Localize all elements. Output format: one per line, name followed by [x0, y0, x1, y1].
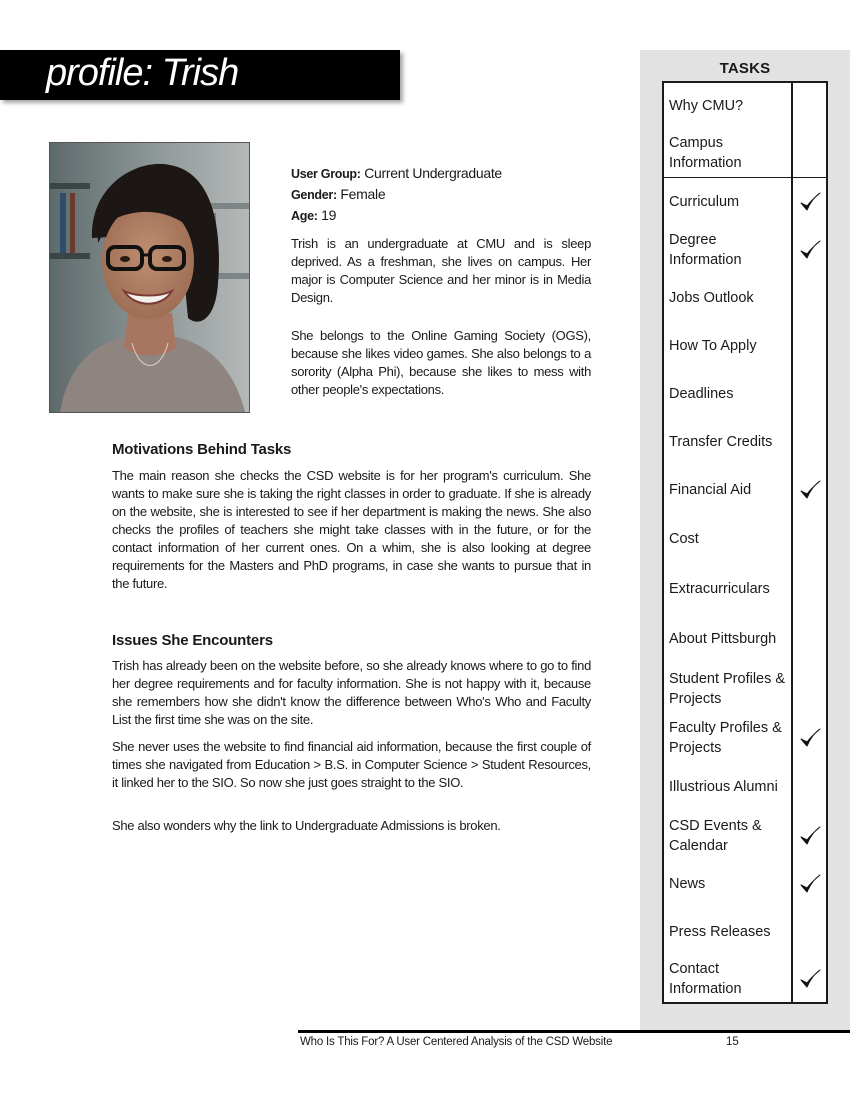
task-row	[662, 81, 828, 131]
gender-label: Gender:	[291, 188, 337, 202]
page-title: profile: Trish	[46, 52, 239, 94]
age-line	[291, 205, 591, 226]
task-row	[662, 664, 828, 716]
task-row	[662, 418, 828, 468]
user-group-line	[291, 163, 591, 184]
task-check-cell	[791, 860, 826, 908]
task-check-cell	[791, 178, 826, 226]
gender-value: Female	[340, 186, 386, 202]
task-label: Transfer Credits	[669, 434, 773, 450]
task-label: Illustrious Alumni	[669, 779, 778, 795]
bio-paragraph-1: Trish is an undergraduate at CMU and is sleep deprived. As a freshman, she lives on campus. Her major is Computer Science and her minor is in Media Design.	[291, 236, 591, 305]
task-check-cell	[791, 812, 826, 860]
task-check-cell	[791, 129, 826, 177]
task-row	[662, 466, 828, 516]
profile-photo	[49, 142, 250, 413]
task-label: Press Releases	[669, 924, 771, 940]
task-row	[662, 614, 828, 666]
task-row	[662, 956, 828, 1004]
task-label: Extracurriculars	[669, 581, 770, 597]
age-label: Age:	[291, 209, 318, 223]
task-label: Contact Information	[669, 961, 742, 997]
task-label: Financial Aid	[669, 482, 752, 498]
issues-paragraph-2: She never uses the website to find financial aid information, because the first couple of times she navigated from Education > B.S. in Computer Science > Student Resources, it linked her to the SIO. So now she just goes straight to the SIO.	[112, 739, 591, 790]
gender-line	[291, 184, 591, 205]
task-row	[662, 908, 828, 958]
task-label: CSD Events & Calendar	[669, 818, 762, 854]
user-group-value: Current Undergraduate	[364, 165, 502, 181]
footer-title: Who Is This For? A User Centered Analysis of the CSD Website	[300, 1036, 613, 1048]
profile-info	[291, 163, 591, 226]
task-check-cell	[791, 322, 826, 370]
checkmark-icon	[799, 825, 821, 847]
checkmark-icon	[799, 873, 821, 895]
task-check-cell	[791, 564, 826, 614]
task-check-cell	[791, 664, 826, 714]
task-label: Curriculum	[669, 194, 740, 210]
task-check-cell	[791, 514, 826, 564]
user-group-label: User Group:	[291, 167, 361, 181]
tasks-heading: TASKS	[719, 60, 771, 77]
checkmark-icon	[799, 727, 821, 749]
task-check-cell	[791, 274, 826, 322]
checkmark-icon	[799, 968, 821, 990]
footer-rule	[298, 1030, 850, 1033]
task-row	[662, 274, 828, 324]
task-row	[662, 129, 828, 179]
task-row	[662, 714, 828, 764]
task-check-cell	[791, 762, 826, 812]
issues-paragraph-3: She also wonders why the link to Undergraduate Admissions is broken.	[112, 818, 501, 833]
task-row	[662, 762, 828, 814]
portrait-image	[50, 143, 249, 412]
task-row	[662, 514, 828, 566]
task-label: Student Profiles & Projects	[669, 671, 786, 707]
task-label: How To Apply	[669, 338, 757, 354]
task-label: Faculty Profiles & Projects	[669, 720, 782, 756]
issues-paragraph-1: Trish has already been on the website before, so she already knows where to go to find her degree requirements and for faculty information. She is not happy with it, because she remembers how she didn't know the difference between Who's Who and Faculty List the first time she was on the site.	[112, 658, 591, 727]
task-row	[662, 812, 828, 862]
task-label: Degree Information	[669, 232, 742, 268]
task-check-cell	[791, 908, 826, 956]
page-number: 15	[726, 1036, 739, 1048]
task-row	[662, 226, 828, 276]
checkmark-icon	[799, 191, 821, 213]
page-title-bar	[0, 50, 400, 100]
task-check-cell	[791, 956, 826, 1002]
task-row	[662, 178, 828, 228]
task-check-cell	[791, 83, 826, 129]
task-label: About Pittsburgh	[669, 631, 777, 647]
task-label: Jobs Outlook	[669, 290, 754, 306]
motivations-text: The main reason she checks the CSD website is for her program's curriculum. She wants to make sure she is taking the right classes in order to graduate. If she is already on the website, she is interested to see if her department is making the news. She also checks the profiles of teachers she might take classes with in the future, or for the contact information of her current ones. On a whim, she is also looking at degree requirements for the Masters and PhD programs, in case she wants to pursue that in the future.	[112, 468, 591, 591]
task-check-cell	[791, 466, 826, 514]
age-value: 19	[321, 207, 337, 223]
task-check-cell	[791, 418, 826, 466]
task-label: Cost	[669, 531, 699, 547]
motivations-heading: Motivations Behind Tasks	[112, 441, 292, 458]
issues-heading: Issues She Encounters	[112, 632, 273, 649]
task-row	[662, 564, 828, 616]
task-label: News	[669, 876, 706, 892]
checkmark-icon	[799, 239, 821, 261]
task-check-cell	[791, 714, 826, 762]
checkmark-icon	[799, 479, 821, 501]
task-row	[662, 370, 828, 420]
bio-paragraph-2: She belongs to the Online Gaming Society (OGS), because she likes video games. She also belongs to a sorority (Alpha Phi), because she likes to mess with other people's expectations.	[291, 328, 591, 397]
task-check-cell	[791, 226, 826, 274]
task-row	[662, 322, 828, 372]
task-label: Deadlines	[669, 386, 734, 402]
task-row	[662, 860, 828, 910]
task-check-cell	[791, 614, 826, 664]
task-check-cell	[791, 370, 826, 418]
task-label: Why CMU?	[669, 98, 744, 114]
task-label: Campus Information	[669, 135, 742, 171]
